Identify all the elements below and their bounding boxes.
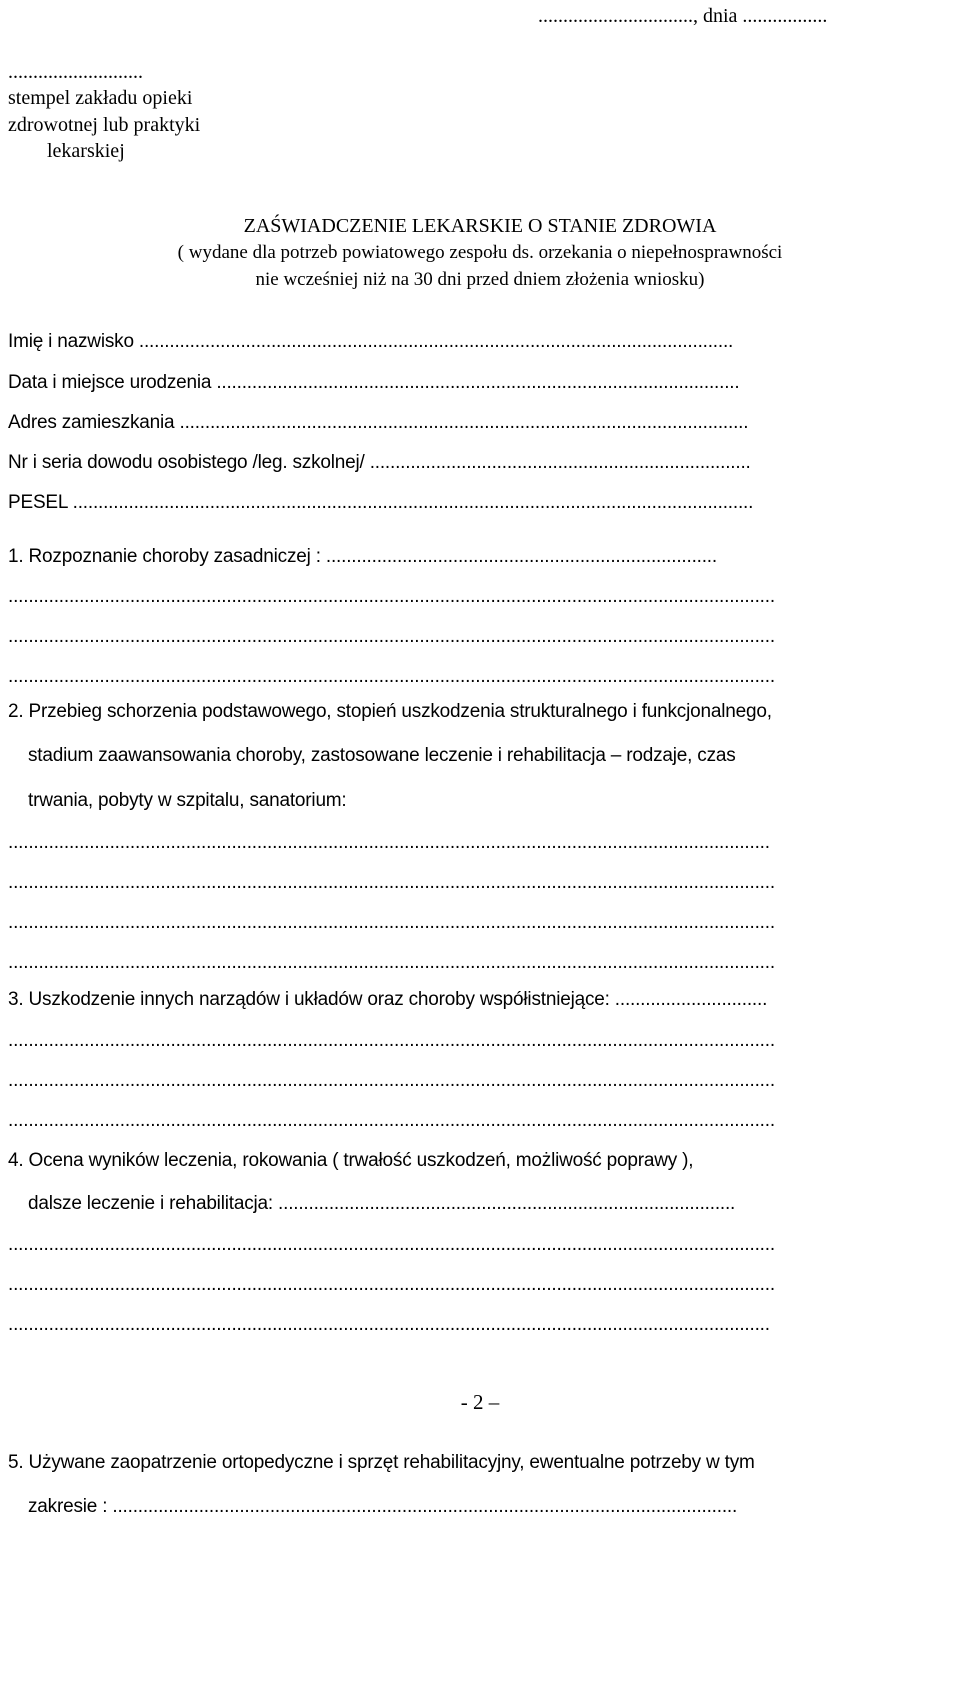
field-address: Adres zamieszkania ................................................................................................................ bbox=[8, 412, 749, 433]
section-4-dots-1: ....................................................................................................................................................... bbox=[8, 1234, 775, 1255]
field-birth: Data i miejsce urodzenia ....................................................................................................... bbox=[8, 372, 740, 393]
section-3-dots-2: ....................................................................................................................................................... bbox=[8, 1070, 775, 1091]
document-subtitle-2: nie wcześniej niż na 30 dni przed dniem złożenia wniosku) bbox=[255, 269, 705, 290]
field-id-document: Nr i seria dowodu osobistego /leg. szkolnej/ ........................................................................... bbox=[8, 452, 751, 473]
section-2-dots-1: ...................................................................................................................................................... bbox=[8, 832, 770, 853]
section-2-dots-4: ....................................................................................................................................................... bbox=[8, 952, 775, 973]
section-2-line-2: stadium zaawansowania choroby, zastosowane leczenie i rehabilitacja – rodzaje, czas bbox=[28, 745, 736, 766]
stamp-dots: ........................... bbox=[8, 61, 143, 83]
section-4-dots-3: ...................................................................................................................................................... bbox=[8, 1314, 770, 1335]
page-number: - 2 – bbox=[460, 1390, 500, 1414]
place-date-line: ..............................., dnia ................. bbox=[538, 5, 828, 27]
section-3-dots-3: ....................................................................................................................................................... bbox=[8, 1110, 775, 1131]
section-3-label: 3. Uszkodzenie innych narządów i układów oraz choroby współistniejące: .............................. bbox=[8, 989, 768, 1010]
stamp-line-2: zdrowotnej lub praktyki bbox=[8, 114, 201, 136]
section-2-dots-3: ....................................................................................................................................................... bbox=[8, 912, 775, 933]
section-4-line-2: dalsze leczenie i rehabilitacja: .......................................................................................... bbox=[28, 1193, 736, 1214]
section-4-dots-2: ....................................................................................................................................................... bbox=[8, 1274, 775, 1295]
section-5-line-1: 5. Używane zaopatrzenie ortopedyczne i sprzęt rehabilitacyjny, ewentualne potrzeby w tym bbox=[8, 1452, 755, 1473]
section-4-line-1: 4. Ocena wyników leczenia, rokowania ( trwałość uszkodzeń, możliwość poprawy ), bbox=[8, 1150, 694, 1171]
section-1-label: 1. Rozpoznanie choroby zasadniczej : ............................................................................. bbox=[8, 546, 717, 567]
section-2-line-3: trwania, pobyty w szpitalu, sanatorium: bbox=[28, 790, 347, 811]
section-1-dots-1: ....................................................................................................................................................... bbox=[8, 586, 775, 607]
section-2-line-1: 2. Przebieg schorzenia podstawowego, stopień uszkodzenia strukturalnego i funkcjonalnego, bbox=[8, 701, 772, 722]
stamp-line-1: stempel zakładu opieki bbox=[8, 87, 193, 109]
field-pesel: PESEL ...................................................................................................................................... bbox=[8, 492, 754, 513]
document-subtitle-1: ( wydane dla potrzeb powiatowego zespołu ds. orzekania o niepełnosprawności bbox=[177, 242, 783, 263]
section-2-dots-2: ....................................................................................................................................................... bbox=[8, 872, 775, 893]
section-1-dots-3: ....................................................................................................................................................... bbox=[8, 666, 775, 687]
document-title: ZAŚWIADCZENIE LEKARSKIE O STANIE ZDROWIA bbox=[243, 215, 717, 237]
section-3-dots-1: ....................................................................................................................................................... bbox=[8, 1030, 775, 1051]
stamp-line-3: lekarskiej bbox=[47, 140, 125, 162]
field-name: Imię i nazwisko ..................................................................................................................... bbox=[8, 331, 734, 352]
section-5-line-2: zakresie : ........................................................................................................................... bbox=[28, 1496, 738, 1517]
section-1-dots-2: ....................................................................................................................................................... bbox=[8, 626, 775, 647]
